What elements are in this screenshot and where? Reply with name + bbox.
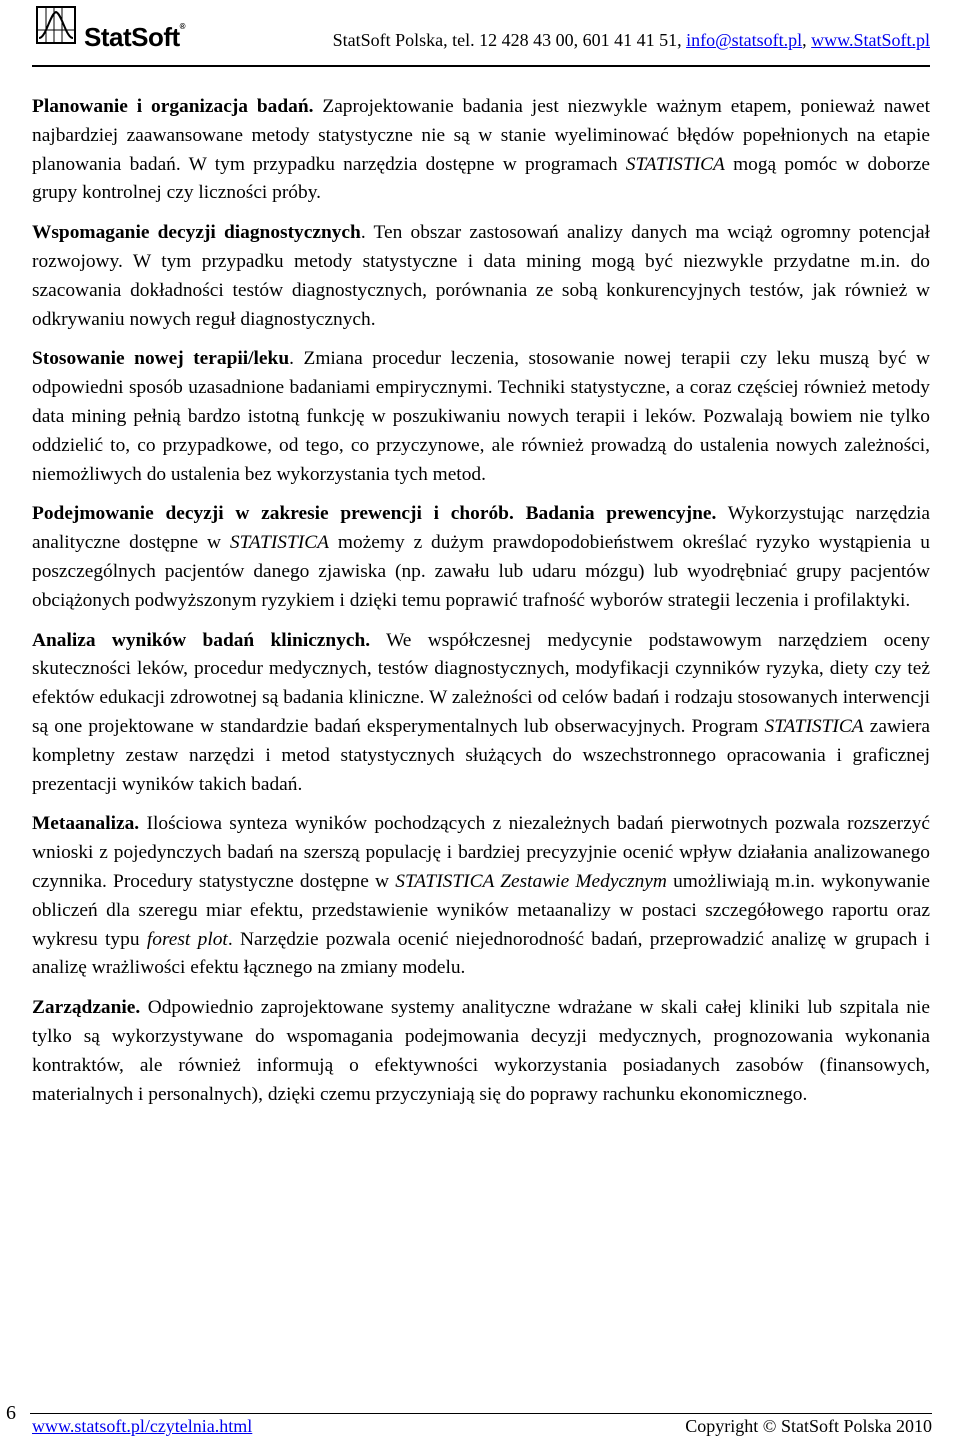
paragraph-heading: Podejmowanie decyzji w zakresie prewencji i chorób. Badania prewencyjne.: [32, 503, 717, 525]
paragraph-heading: Zarządzanie.: [32, 997, 141, 1019]
paragraph-prevention: Podejmowanie decyzji w zakresie prewencji i chorób. Badania prewencyjne. Wykorzystując narzędzia analityczne dostępne w STATISTICA możemy z dużym prawdopodobieństwem określać ryzyko wystąpienia u poszczególnych pacjentów danego zjawiska (np. zawału lub udaru mózgu) lub wyodrębniać grupy pacjentów obciążonych podwyższonym ryzykiem i dzięki temu poprawić trafność wyborów strategii leczenia i profilaktyki.: [32, 503, 930, 611]
chart-logo-icon: [36, 6, 76, 44]
paragraph-new-therapy: Stosowanie nowej terapii/leku. Zmiana procedur leczenia, stosowanie nowej terapii czy leku muszą być w odpowiedni sposób uzasadnione badaniami empirycznymi. Techniki statystyczne, a coraz częściej również metody data mining pełnią bardzo istotną funkcję w poszukiwaniu nowych terapii i leków. Pozwalają bowiem nie tylko oddzielić to, co przypadkowe, od tego, co przyczynowe, ale również prowadzą do ustalenia nowych zależności, niemożliwych do ustalenia bez wykorzystania tych metod.: [32, 348, 930, 485]
paragraph-heading: Analiza wyników badań klinicznych.: [32, 629, 371, 651]
paragraph-management: Zarządzanie. Odpowiednio zaprojektowane systemy analityczne wdrażane w skali całej kliniki lub szpitala nie tylko są wykorzystywane do wspomagania podejmowania decyzji medycznych, prognozowania wykonania kontraktów, ale również informują o efektywności wykorzystania posiadanych zasobów (finansowych, materialnych i personalnych), dzięki czemu przyczyniają się do poprawy rachunku ekonomicznego.: [32, 997, 930, 1105]
contact-text: StatSoft Polska, tel. 12 428 43 00, 601 41 41 51,: [332, 30, 687, 50]
reading-room-link[interactable]: www.statsoft.pl/czytelnia.html: [32, 1416, 253, 1436]
logo-wordmark: StatSoft®: [84, 22, 186, 52]
paragraph-planning: Planowanie i organizacja badań. Zaprojektowanie badania jest niezwykle ważnym etapem, ponieważ nawet najbardziej zaawansowane metody statystyczne nie są w stanie wyeliminować błędów popełnionych na etapie planowania badań. W tym przypadku narzędzia dostępne w programach STATISTICA mogą pomóc w doborze grupy kontrolnej czy liczności próby.: [32, 96, 930, 204]
website-link[interactable]: www.StatSoft.pl: [811, 30, 930, 50]
header-contact: StatSoft Polska, tel. 12 428 43 00, 601 41 41 51, info@statsoft.pl, www.StatSoft.pl: [332, 30, 930, 50]
paragraph-heading: Stosowanie nowej terapii/leku: [32, 348, 290, 370]
paragraph-heading: Wspomaganie decyzji diagnostycznych: [32, 222, 361, 244]
paragraph-heading: Metaanaliza.: [32, 813, 140, 835]
copyright-notice: Copyright © StatSoft Polska 2010: [685, 1416, 932, 1436]
header-divider: [32, 65, 930, 67]
footer-divider: [30, 1413, 932, 1414]
email-link[interactable]: info@statsoft.pl: [686, 30, 803, 50]
page-footer: [0, 1402, 960, 1440]
page-number: 6: [6, 1402, 16, 1424]
statsoft-logo: [32, 4, 252, 60]
paragraph-diagnostics: Wspomaganie decyzji diagnostycznych. Ten obszar zastosowań analizy danych ma wciąż ogromny potencjał rozwojowy. W tym przypadku metody statystyczne i data mining mogą być niezwykle przydatne m.in. do szacowania dokładności testów diagnostycznych, porównania ze sobą konkurencyjnych testów, jak również w odkrywaniu nowych reguł diagnostycznych.: [32, 222, 930, 330]
paragraph-metaanalysis: Metaanaliza. Ilościowa synteza wyników pochodzących z niezależnych badań pierwotnych pozwala rozszerzyć wnioski z pojedynczych badań na szerszą populację i bardziej precyzyjnie ocenić wpływ działania analizowanego czynnika. Procedury statystyczne dostępne w STATISTICA Zestawie Medycznym umożliwiają m.in. wykonywanie obliczeń dla szeregu miar efektu, przedstawienie wyników metaanalizy w postaci szczegółowego raportu oraz wykresu typu forest plot. Narzędzie pozwala ocenić niejednorodność badań, przeprowadzić analizę w grupach i analizę wrażliwości efektu łącznego na zmiany modelu.: [32, 813, 931, 979]
article-body: [32, 93, 930, 1109]
paragraph-clinical-trials: Analiza wyników badań klinicznych. We współczesnej medycynie podstawowym narzędziem oceny skuteczności leków, procedur medycznych, testów diagnostycznych, modyfikacji czynników ryzyka, diety czy też efektów edukacji zdrowotnej są badania kliniczne. W zależności od celów badań i rodzaju stosowanych interwencji są one projektowane w standardzie badań eksperymentalnych lub obserwacyjnych. Program STATISTICA zawiera kompletny zestaw narzędzi i metod statystycznych służących do wszechstronnego opracowania i graficznej prezentacji wyników takich badań.: [32, 629, 931, 795]
paragraph-heading: Planowanie i organizacja badań.: [32, 96, 314, 117]
page-header: [32, 2, 930, 72]
